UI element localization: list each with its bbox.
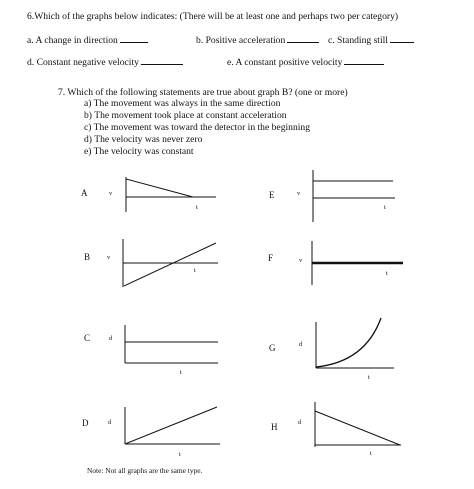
graph-h [315,402,401,447]
graph-d-x-label: t [179,451,181,458]
q7-prompt: 7. Which of the following statements are true about graph B? (one or more) [58,87,348,98]
graph-g [316,318,394,368]
graph-e-x-label: t [384,204,386,211]
graph-b [123,239,218,287]
graph-d [125,407,220,444]
graph-c [125,325,218,363]
q7-option-a: a) The movement was always in the same direction [84,98,281,109]
graph-b-letter: B [84,252,91,262]
graph-c-letter: C [84,333,91,343]
graph-e [313,170,395,222]
q6-option-e-text: e. A constant positive velocity [227,57,343,68]
graph-f-x-label: t [386,270,388,277]
graph-c-x-label: t [180,369,182,376]
graph-a-line [126,179,193,197]
graph-d-line [125,407,217,444]
graph-b-line [124,243,216,286]
graph-g-curve [316,318,381,367]
q6-prompt: 6.Which of the graphs below indicates: (There will be at least one and perhaps two per category) [27,11,399,22]
q6-option-b-text: b. Positive acceleration [196,35,286,46]
q6-option-d-text: d. Constant negative velocity [27,57,139,68]
q7-option-d: d) The velocity was never zero [84,134,203,145]
graph-d-letter: D [82,418,89,428]
q7-option-e: e) The velocity was constant [84,146,194,157]
graph-h-letter: H [271,422,278,432]
graph-b-y-label: v [107,254,111,261]
graph-a-y-label: v [109,190,113,197]
q6-option-c-text: c. Standing still [328,35,388,46]
graph-f-letter: F [268,253,274,263]
q7-option-b: b) The movement took place at constant acceleration [84,110,287,121]
graph-d-y-label: d [108,419,112,426]
graph-g-x-label: t [368,374,370,381]
graph-a [126,177,216,212]
graph-f-y-label: v [299,257,303,264]
graph-b-x-label: t [194,267,196,274]
q6-option-a-text: a. A change in direction [27,35,118,46]
graph-h-line [315,411,400,445]
q7-option-c: c) The movement was toward the detector in the beginning [84,122,311,133]
graph-h-x-label: t [370,450,372,457]
graph-e-letter: E [269,190,275,200]
graph-a-x-label: t [196,204,198,211]
footnote: Note: Not all graphs are the same type. [87,466,203,475]
graph-e-y-label: v [297,190,301,197]
graph-f [312,241,403,285]
graph-h-y-label: d [298,419,302,426]
graph-c-y-label: d [109,335,113,342]
graph-a-letter: A [81,188,88,198]
graph-g-letter: G [269,343,276,353]
graph-g-y-label: d [299,341,303,348]
